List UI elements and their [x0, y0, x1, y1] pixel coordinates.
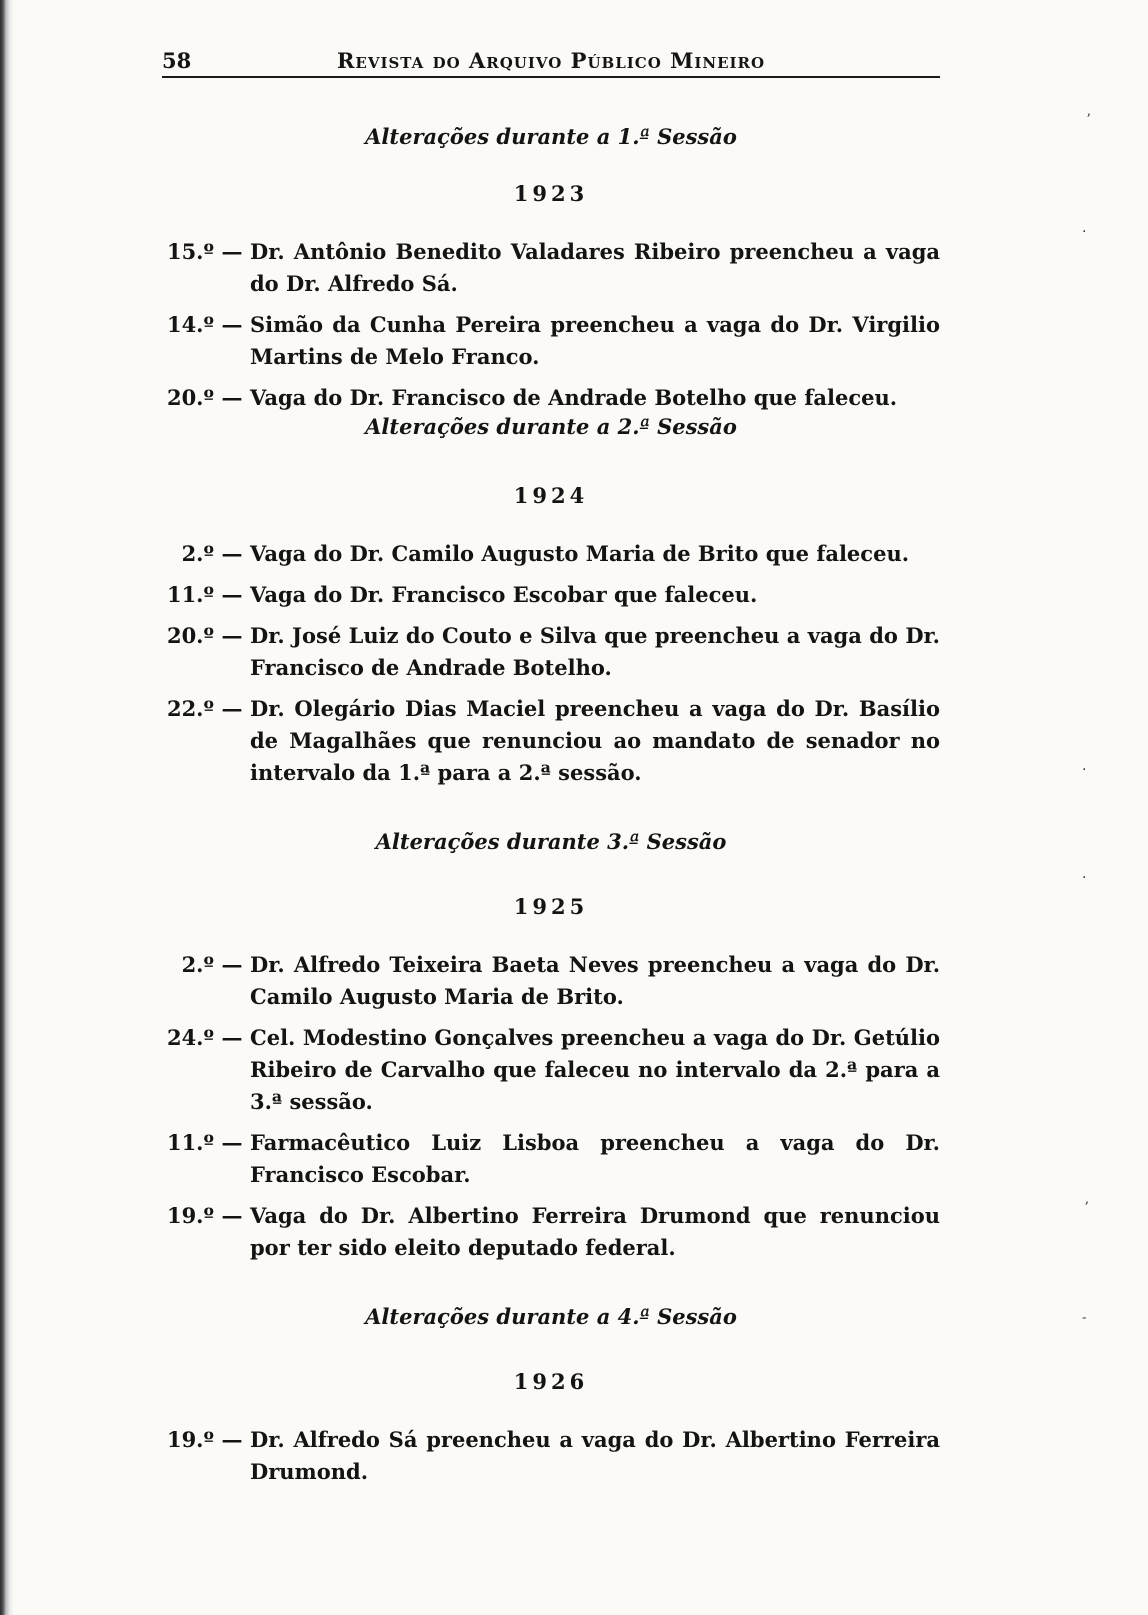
- entry: [162, 1127, 940, 1191]
- section-year: 1926: [513, 1369, 589, 1394]
- section-heading: Alterações durante a 4.ª Sessão: [365, 1304, 737, 1329]
- entry-text: Farmacêutico Luiz Lisboa preencheu a vaga do Dr. Francisco Escobar.: [250, 1130, 940, 1187]
- entry-dash: —: [221, 1203, 243, 1228]
- entry-dash: —: [221, 1130, 243, 1155]
- section-heading: Alterações durante a 2.ª Sessão: [365, 414, 737, 439]
- entry-dash: —: [221, 239, 243, 264]
- entry: [162, 382, 940, 414]
- entry: [162, 620, 940, 684]
- entry-text: Dr. Alfredo Teixeira Baeta Neves preencheu a vaga do Dr. Camilo Augusto Maria de Brito.: [250, 952, 940, 1009]
- entry: [162, 309, 940, 373]
- entry: [162, 1022, 940, 1118]
- entry-number: 19.º: [166, 1203, 214, 1228]
- scan-speck: ·: [1082, 762, 1087, 778]
- entry-number: 15.º: [166, 239, 214, 264]
- entry-dash: —: [221, 1025, 243, 1050]
- section-heading: Alterações durante 3.ª Sessão: [375, 829, 727, 854]
- entry-dash: —: [221, 312, 243, 337]
- entry-dash: —: [221, 1427, 243, 1452]
- scan-speck: ·: [1082, 224, 1087, 240]
- entry-text: Dr. José Luiz do Couto e Silva que preencheu a vaga do Dr. Francisco de Andrade Botelho.: [250, 623, 940, 680]
- entry-text: Dr. Alfredo Sá preencheu a vaga do Dr. Albertino Ferreira Drumond.: [250, 1427, 940, 1484]
- entry-text: Simão da Cunha Pereira preencheu a vaga do Dr. Virgilio Martins de Melo Franco.: [250, 312, 940, 369]
- entry-number: 11.º: [166, 1130, 214, 1155]
- entry-number: 22.º: [166, 696, 214, 721]
- entry-text: Vaga do Dr. Camilo Augusto Maria de Brito que faleceu.: [250, 541, 910, 566]
- entry: [162, 579, 940, 611]
- entry-text: Cel. Modestino Gonçalves preencheu a vaga do Dr. Getúlio Ribeiro de Carvalho que faleceu no intervalo da 2.ª para a 3.ª sessão.: [250, 1025, 940, 1114]
- section-year: 1924: [513, 483, 589, 508]
- scan-speck: ʼ: [1086, 112, 1091, 128]
- entry-text: Vaga do Dr. Albertino Ferreira Drumond que renunciou por ter sido eleito deputado federal.: [250, 1203, 940, 1260]
- entry-number: 24.º: [166, 1025, 214, 1050]
- entry-dash: —: [221, 623, 243, 648]
- entry-text: Dr. Olegário Dias Maciel preencheu a vaga do Dr. Basílio de Magalhães que renunciou ao mandato de senador no intervalo da 1.ª para a 2.ª sessão.: [250, 696, 940, 785]
- section-year: 1923: [513, 181, 589, 206]
- page-header: [162, 48, 940, 78]
- entry-number: 2.º: [181, 952, 214, 977]
- entry: [162, 1200, 940, 1264]
- entry: [162, 538, 940, 570]
- entry-number: 20.º: [166, 385, 214, 410]
- entry-number: 2.º: [181, 541, 214, 566]
- entry-number: 20.º: [166, 623, 214, 648]
- entry: [162, 693, 940, 789]
- entry-text: Vaga do Dr. Francisco de Andrade Botelho que faleceu.: [250, 385, 898, 410]
- entry-text: Vaga do Dr. Francisco Escobar que faleceu.: [250, 582, 758, 607]
- section-heading: Alterações durante a 1.ª Sessão: [365, 124, 737, 149]
- entry-number: 14.º: [166, 312, 214, 337]
- scan-speck: ·: [1082, 870, 1087, 886]
- entry-dash: —: [221, 952, 243, 977]
- entry-dash: —: [221, 385, 243, 410]
- entry: [162, 236, 940, 300]
- entry-number: 11.º: [166, 582, 214, 607]
- entry-dash: —: [221, 696, 243, 721]
- section-year: 1925: [513, 894, 589, 919]
- scan-binding-edge: [0, 0, 14, 1615]
- scan-speck: ˗: [1082, 1310, 1087, 1326]
- entry-text: Dr. Antônio Benedito Valadares Ribeiro preencheu a vaga do Dr. Alfredo Sá.: [250, 239, 940, 296]
- entry: [162, 1424, 940, 1488]
- page: [162, 48, 940, 1488]
- entry-dash: —: [221, 541, 243, 566]
- entry-dash: —: [221, 582, 243, 607]
- entry: [162, 949, 940, 1013]
- running-title: Revista do Arquivo Público Mineiro: [336, 48, 766, 73]
- scan-speck: ʼ: [1084, 1200, 1089, 1216]
- entry-number: 19.º: [166, 1427, 214, 1452]
- page-number: 58: [162, 48, 192, 73]
